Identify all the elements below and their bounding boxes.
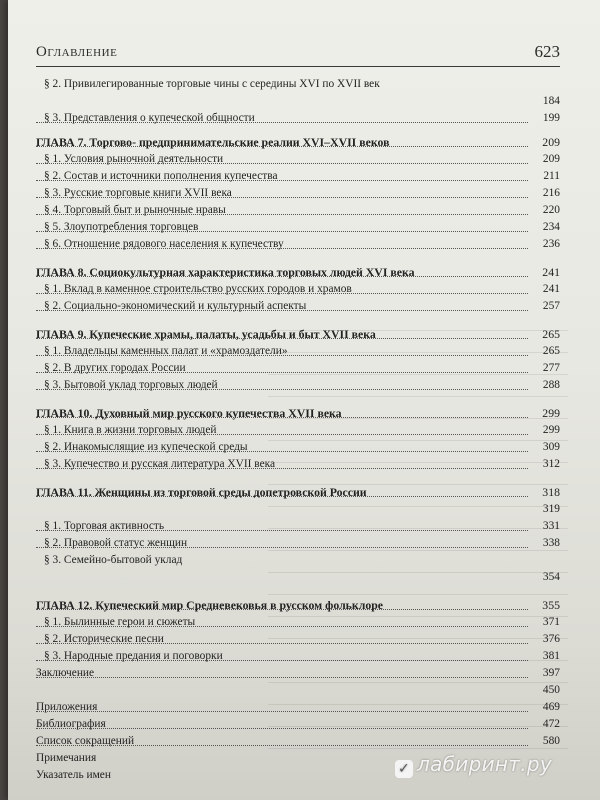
toc-entry-row [36, 185, 560, 202]
toc-entry-row [36, 202, 560, 219]
toc-entry-title: Приложения [36, 701, 98, 713]
toc-entry-row [36, 439, 560, 456]
toc-entry-page: 288 [542, 379, 560, 391]
toc-entry-page: 209 [542, 153, 560, 165]
toc-entry-page: 257 [542, 300, 560, 312]
toc-entry-row [36, 281, 560, 298]
toc-entry-page: 299 [542, 406, 560, 420]
toc-entry-title: § 2. Социально-экономический и культурный аспекты [44, 300, 307, 312]
toc-chapter-row [36, 133, 560, 151]
toc-entry-page: 312 [542, 458, 560, 470]
toc-entry-row [36, 552, 560, 569]
toc-entry-page: 241 [542, 265, 560, 279]
toc-entry-title: § 6. Отношение рядового населения к купечеству [44, 238, 284, 250]
toc-entry-title: ГЛАВА 11. Женщины из торговой среды допетровской России [36, 485, 367, 499]
header-title: Оглавление [36, 44, 118, 60]
toc-entry-page: 211 [543, 170, 560, 182]
toc-entry-page: 234 [542, 221, 560, 233]
watermark [395, 752, 552, 778]
toc-entry-row [36, 422, 560, 439]
toc-entry-title: § 2. Привилегированные торговые чины с середины XVI по XVII век [44, 78, 380, 90]
toc-entry-page: 376 [542, 633, 560, 645]
toc-entry-title: Заключение [36, 667, 95, 679]
toc-entry-row [36, 377, 560, 394]
toc-entry-row [36, 360, 560, 377]
toc-entry-title: ГЛАВА 8. Социокультурная характеристика торговых людей XVI века [36, 265, 415, 279]
toc-entry-title: § 3. Народные предания и поговорки [44, 650, 223, 662]
toc-entry-title: § 2. В других городах России [44, 362, 186, 374]
table-of-contents [36, 76, 560, 784]
toc-entry-title: § 1. Условия рыночной деятельности [44, 153, 224, 165]
toc-entry-page: 469 [542, 701, 560, 713]
dot-leader [36, 677, 528, 678]
toc-entry-row [36, 168, 560, 185]
toc-entry-row [36, 456, 560, 473]
toc-entry-title: § 3. Бытовой уклад торговых людей [44, 379, 218, 391]
toc-entry-title: Примечания [36, 752, 97, 764]
toc-entry-page: 309 [542, 441, 560, 453]
toc-entry-row [36, 219, 560, 236]
toc-entry-title: § 3. Купечество и русская литература XVII века [44, 458, 276, 470]
toc-entry-row [36, 298, 560, 315]
toc-entry-page: 397 [542, 667, 560, 679]
toc-entry-title: § 3. Русские торговые книги XVII века [44, 187, 232, 199]
toc-entry-page: 319 [542, 503, 560, 515]
toc-entry-title: Библиография [36, 718, 106, 730]
watermark-text: лабиринт.ру [417, 752, 552, 776]
toc-entry-page: 277 [542, 362, 560, 374]
toc-entry-title: ГЛАВА 7. Торгово- предпринимательские реалии XVI–XVII веков [36, 135, 390, 149]
toc-entry-title: § 1. Вклад в каменное строительство русских городов и храмов [44, 283, 352, 295]
toc-entry-title: § 1. Владельцы каменных палат и «храмоздатели» [44, 345, 288, 357]
toc-entry-title: § 3. Семейно-бытовой уклад [44, 554, 183, 566]
toc-entry-row [36, 733, 560, 750]
toc-entry-title: § 1. Книга в жизни торговых людей [44, 424, 217, 436]
toc-entry-row [36, 236, 560, 253]
dot-leader [36, 728, 528, 729]
toc-entry-row [36, 665, 560, 682]
dot-leader [36, 711, 528, 712]
running-header [36, 42, 560, 67]
toc-entry-title: § 2. Исторические песни [44, 633, 164, 645]
toc-chapter-row [36, 325, 560, 343]
toc-chapter-row [36, 263, 560, 281]
toc-entry-title: Список сокращений [36, 735, 135, 747]
toc-entry-title: § 1. Былинные герои и сюжеты [44, 616, 196, 628]
toc-chapter-row [36, 404, 560, 422]
toc-entry-row [36, 518, 560, 535]
toc-entry-page: 241 [542, 283, 560, 295]
toc-entry-row [36, 93, 560, 110]
toc-entry-page: 216 [542, 187, 560, 199]
toc-entry-page: 209 [542, 135, 560, 149]
toc-entry-title: § 4. Торговый быт и рыночные нравы [44, 204, 226, 216]
toc-entry-title: ГЛАВА 12. Купеческий мир Средневековья в русском фольклоре [36, 598, 384, 612]
toc-entry-title: § 5. Злоупотребления торговцев [44, 221, 199, 233]
book-page [8, 0, 600, 800]
labirint-book-icon: ✓ [395, 760, 413, 778]
toc-entry-page: 355 [542, 598, 560, 612]
toc-entry-title: ГЛАВА 10. Духовный мир русского купечества XVII века [36, 406, 342, 420]
toc-entry-page: 371 [542, 616, 560, 628]
toc-entry-page: 265 [542, 345, 560, 357]
toc-entry-title: Указатель имен [36, 769, 111, 781]
toc-entry-page: 338 [542, 537, 560, 549]
toc-entry-page: 354 [542, 571, 560, 583]
toc-entry-page: 450 [542, 684, 560, 696]
toc-entry-row [36, 569, 560, 586]
toc-entry-page: 472 [542, 718, 560, 730]
header-page-number: 623 [534, 42, 560, 61]
toc-entry-row [36, 76, 560, 93]
toc-entry-page: 299 [542, 424, 560, 436]
toc-entry-row [36, 699, 560, 716]
toc-entry-title: § 2. Правовой статус женщин [44, 537, 188, 549]
toc-entry-page: 580 [542, 735, 560, 747]
toc-entry-page: 236 [542, 238, 560, 250]
toc-entry-row [36, 682, 560, 699]
toc-entry-row [36, 614, 560, 631]
toc-entry-page: 331 [542, 520, 560, 532]
toc-entry-row [36, 648, 560, 665]
toc-entry-row [36, 343, 560, 360]
toc-entry-row [36, 110, 560, 127]
toc-entry-row [36, 716, 560, 733]
toc-chapter-row [36, 483, 560, 501]
toc-entry-page: 220 [542, 204, 560, 216]
toc-chapter-row [36, 596, 560, 614]
toc-entry-title: § 1. Торговая активность [44, 520, 165, 532]
toc-entry-row [36, 151, 560, 168]
toc-entry-title: ГЛАВА 9. Купеческие храмы, палаты, усадьбы и быт XVII века [36, 327, 376, 341]
toc-entry-title: § 2. Инакомыслящие из купеческой среды [44, 441, 248, 453]
toc-entry-row [36, 501, 560, 518]
toc-entry-title: § 2. Состав и источники пополнения купечества [44, 170, 278, 182]
toc-entry-page: 381 [542, 650, 560, 662]
toc-entry-page: 265 [542, 327, 560, 341]
toc-entry-row [36, 631, 560, 648]
toc-entry-page: 184 [542, 95, 560, 107]
toc-entry-page: 318 [542, 485, 560, 499]
toc-entry-row [36, 535, 560, 552]
toc-entry-title: § 3. Представления о купеческой общности [44, 112, 255, 124]
toc-entry-page: 199 [542, 112, 560, 124]
